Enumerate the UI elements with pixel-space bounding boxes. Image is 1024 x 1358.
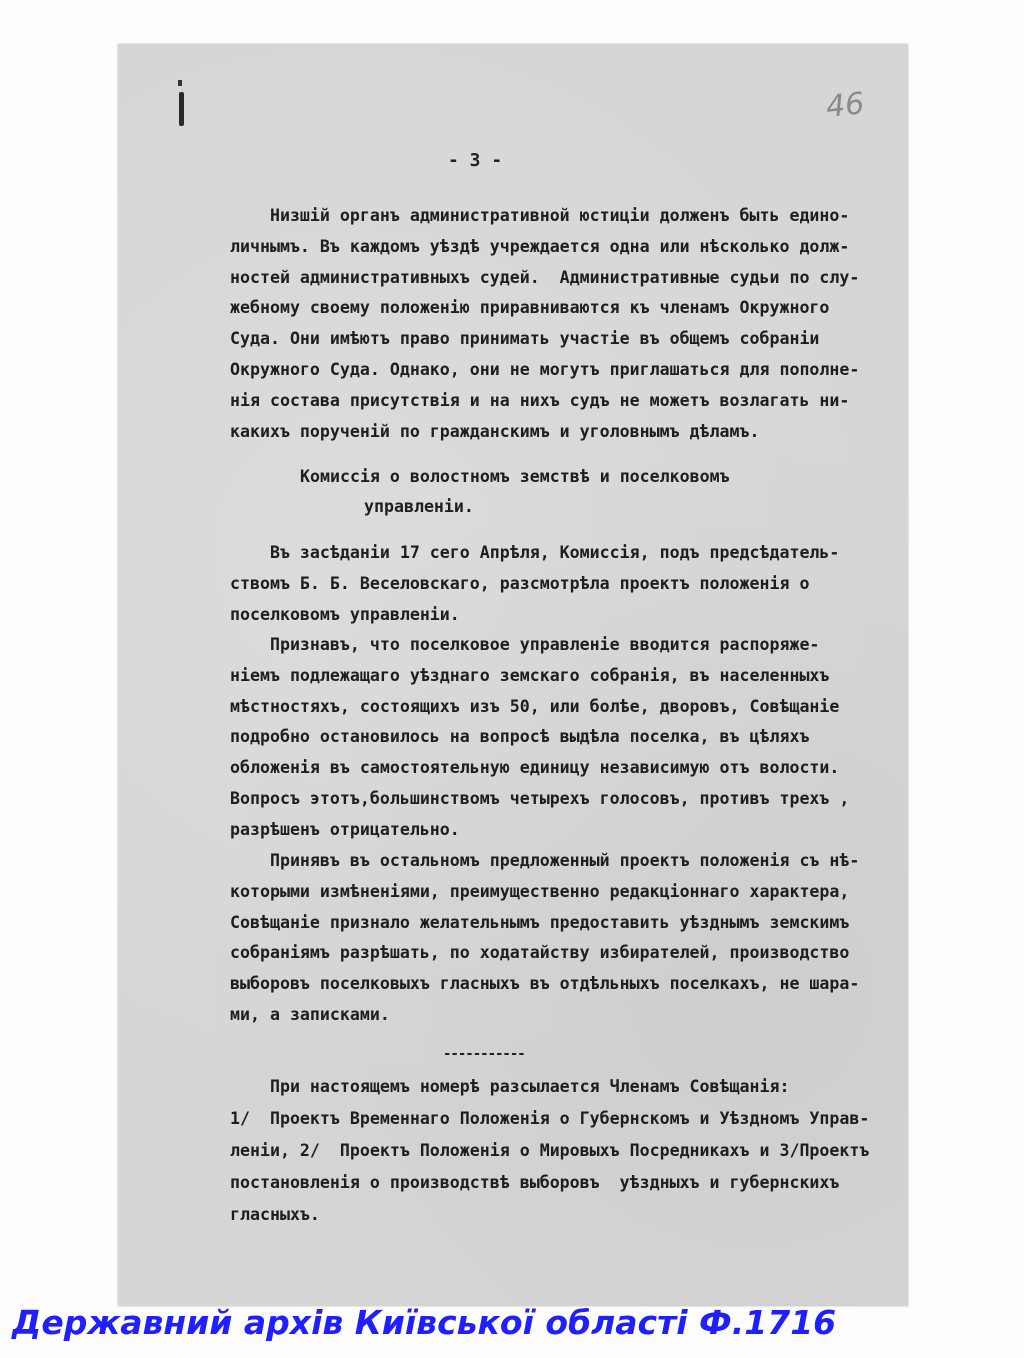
text-line: обложенія въ самостоятельную единицу независимую отъ волости. [230,758,840,778]
text-line: которыми измѣненіями, преимущественно редакціоннаго характера, [230,881,850,901]
text-line: леніи, 2/ Проектъ Положенія о Мировыхъ Посредникахъ и 3/Проектъ [230,1141,870,1160]
text-line: мѣстностяхъ, состоящихъ изъ 50, или болѣе, дворовъ, Совѣщаніе [230,696,840,716]
paragraph-settlement-administration [230,630,890,846]
text-line: При настоящемъ номерѣ разсылается Членамъ Совѣщанія: [230,1077,790,1096]
text-line: ностей административныхъ судей. Административные судьи по слу- [230,267,860,287]
separator-line: ----------- [443,1046,525,1062]
text-line: личнымъ. Въ каждомъ уѣздѣ учреждается одна или нѣсколько долж- [230,236,850,256]
paragraph-commission-meeting [230,538,890,630]
text-line: какихъ порученій по гражданскимъ и уголовнымъ дѣламъ. [230,421,760,441]
text-line: Признавъ, что поселковое управленіе вводится распоряже- [230,635,820,654]
handwritten-folio-number: 46 [824,86,866,125]
archive-watermark: Державний архів Київської області Ф.1716 [12,1303,837,1342]
text-line: собраніямъ разрѣшать, по ходатайству избирателей, производство [230,943,850,963]
text-line: гласныхъ. [230,1205,320,1224]
text-line: Низшій органъ административной юстиціи долженъ быть едино- [230,206,850,225]
text-line: разрѣшенъ отрицательно. [230,819,460,839]
text-line: Совѣщаніе признало желательнымъ предоставить уѣзднымъ земскимъ [230,912,850,932]
text-line: постановленія о производствѣ выборовъ уѣздныхъ и губернскихъ [230,1173,840,1192]
text-line: Суда. Они имѣютъ право принимать участіе въ общемъ собраніи [230,329,820,349]
text-line: Окружного Суда. Однако, они не могутъ приглашаться для пополне- [230,359,860,379]
section-heading-continued: управленіи. [364,497,474,516]
text-line: Принявъ въ остальномъ предложенный проектъ положенія съ нѣ- [230,851,860,870]
text-line: жебному своему положенію приравниваются къ членамъ Окружного [230,298,830,318]
text-line: ніемъ подлежащаго уѣзднаго земскаго собранія, въ населенныхъ [230,665,830,685]
text-line: Вопросъ этотъ,большинствомъ четырехъ голосовъ, противъ трехъ , [230,788,850,808]
text-line: 1/ Проектъ Временнаго Положенія о Губернскомъ и Уѣздномъ Управ- [230,1109,870,1128]
binding-mark [179,92,184,126]
section-heading: Комиссія о волостномъ земствѣ и поселковомъ [300,467,730,486]
text-line: ствомъ Б. Б. Веселовскаго, разсмотрѣла проектъ положенія о [230,573,810,593]
text-line: поселковомъ управленіи. [230,604,460,624]
text-line: нія состава присутствія и на нихъ судъ не можетъ возлагать ни- [230,390,850,410]
text-line: Въ засѣданіи 17 сего Апрѣля, Комиссія, подъ предсѣдатель- [230,543,840,562]
text-line: выборовъ поселковыхъ гласныхъ въ отдѣльныхъ поселкахъ, не шара- [230,974,860,994]
page-number: - 3 - [448,150,503,171]
binding-hole-mark [178,80,182,86]
paragraph-administrative-justice [230,201,890,447]
text-line: ми, а записками. [230,1004,390,1024]
paragraph-project-accepted [230,846,890,1031]
text-line: подробно остановилось на вопросѣ выдѣла поселка, въ цѣляхъ [230,727,810,747]
paragraph-enclosures [230,1072,910,1232]
